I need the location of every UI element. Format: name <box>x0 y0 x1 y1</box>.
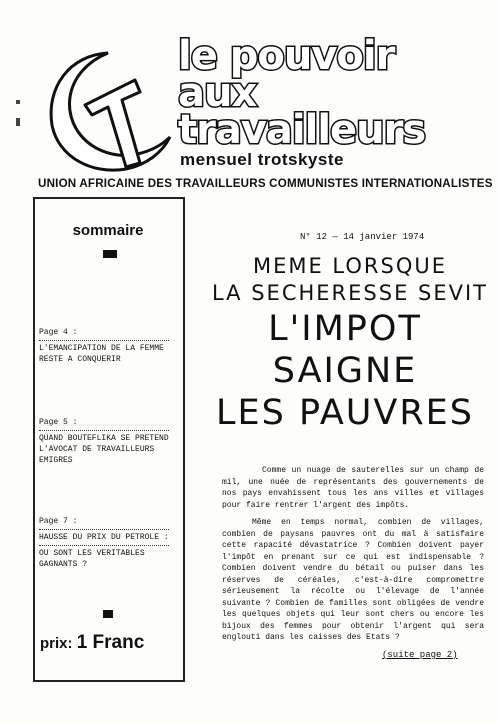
entry-line: GAGNANTS ? <box>39 560 88 569</box>
price-value: 1 Franc <box>76 632 145 653</box>
entry-line: OU SONT LES VERITABLES <box>39 549 145 558</box>
masthead-title <box>178 33 426 153</box>
headline-main-line: LES PAUVRES <box>216 393 474 433</box>
article-paragraph-1: Comme un nuage de sauterelles sur un champ de mil, une nuée de représentants des gouvernements de nos pays envahissent tous les ans villes et villages pour faire rentrer l'argent des impôts. <box>222 466 484 510</box>
masthead-line-1: le pouvoir <box>178 33 395 79</box>
separator-block <box>103 610 113 618</box>
hammer-sickle-icon <box>40 45 180 175</box>
sommaire-entry-3 <box>39 516 184 570</box>
entry-line: RESTE A CONQUERIR <box>39 355 121 364</box>
masthead-line-3: travailleurs <box>178 107 426 153</box>
margin-mark <box>16 118 20 126</box>
margin-mark <box>16 100 20 104</box>
entry-rule <box>39 340 169 341</box>
entry-page: Page 5 : <box>39 418 78 427</box>
entry-page: Page 7 : <box>39 517 78 526</box>
headline-top-line: MEME LORSQUE <box>252 254 448 278</box>
issue-date: N° 12 — 14 janvier 1974 <box>300 232 425 242</box>
price-label: prix: <box>40 635 73 652</box>
continued-text: (suite page 2) <box>382 650 458 660</box>
sommaire-title: sommaire <box>72 222 144 239</box>
separator-block <box>103 250 117 258</box>
entry-line: L'AVOCAT DE TRAVAILLEURS <box>39 445 155 454</box>
sommaire-entry-1 <box>39 327 184 365</box>
entry-line: QUAND BOUTEFLIKA SE PRETEND <box>39 434 169 443</box>
headline-main-line: L'IMPOT SAIGNE <box>268 309 422 391</box>
entry-line: HAUSSE DU PRIX DU PETROLE : <box>39 533 169 542</box>
entry-rule <box>39 529 169 530</box>
headline-main <box>190 308 500 434</box>
masthead-subtitle: mensuel trotskyste <box>180 150 344 169</box>
entry-rule <box>39 430 169 431</box>
headline-top-line: LA SECHERESSE SEVIT <box>212 281 488 305</box>
price <box>40 632 144 654</box>
masthead-line-2: aux <box>178 70 257 116</box>
entry-line: EMIGRES <box>39 456 73 465</box>
continued-link[interactable] <box>382 650 458 660</box>
entry-page: Page 4 : <box>39 328 78 337</box>
organization-name: UNION AFRICAINE DES TRAVAILLEURS COMMUNISTES INTERNATIONALISTES <box>38 177 493 190</box>
sommaire-entry-2 <box>39 417 184 466</box>
article-paragraph-2: Même en temps normal, combien de villages, combien de paysans pauvres ont du mal à satisfaire cette rapacité dévastatrice ? Combien doivent payer l'impôt en prenant sur ce qui est indispensable ? Combien doivent vendre du bétail ou puiser dans les réserves de céréales, c'est-à-dire compromettre sérieusement la récolte ou l'élevage de l'année suivante ? Combien de familles sont obligées de vendre les quelques objets qui leur sont chers ou encore les bijoux des femmes pour obtenir l'argent qui sera englouti dans les caisses des Etats ? <box>222 518 484 642</box>
entry-line: L'EMANCIPATION DE LA FEMME <box>39 344 164 353</box>
entry-rule <box>39 545 169 546</box>
headline-top <box>200 253 500 307</box>
